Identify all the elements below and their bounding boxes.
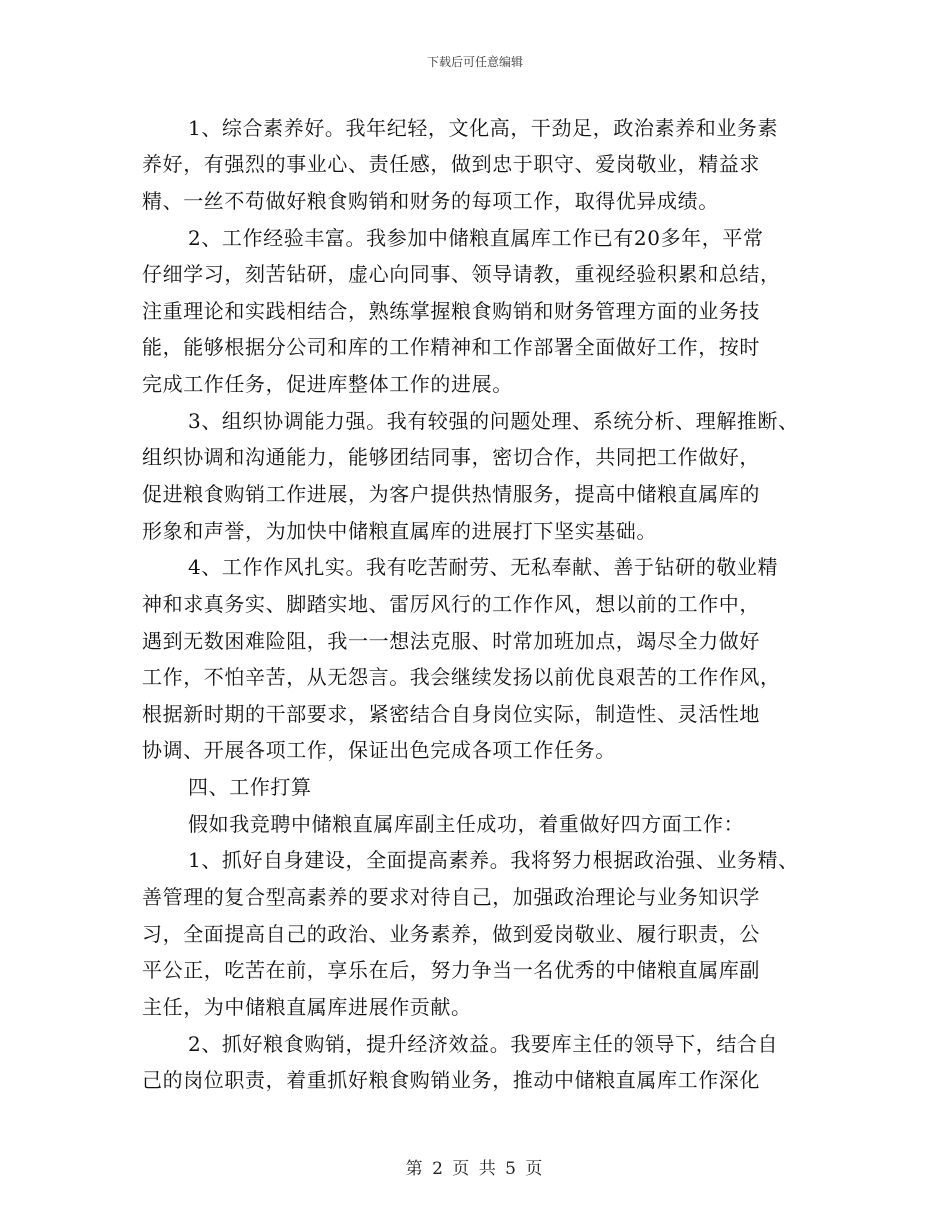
- text-line: 形象和声誉，为加快中储粮直属库的进展打下坚实基础。: [142, 519, 657, 543]
- text-line: 3、组织协调能力强。我有较强的问题处理、系统分析、理解推断、: [188, 409, 799, 433]
- text-line: 善管理的复合型高素养的要求对待自己，加强政治理论与业务知识学: [142, 885, 760, 909]
- text-line: 完成工作任务，促进库整体工作的进展。: [142, 372, 513, 396]
- text-line: 4、工作作风扎实。我有吃苦耐劳、无私奉献、善于钻研的敬业精: [188, 555, 779, 579]
- text-line: 1、综合素养好。我年纪轻，文化高，干劲足，政治素养和业务素: [188, 116, 779, 140]
- text-line: 主任，为中储粮直属库进展作贡献。: [142, 995, 472, 1019]
- text-line: 遇到无数困难险阻，我一一想法克服、时常加班加点，竭尽全力做好: [142, 629, 760, 653]
- section-heading: 四、工作打算: [188, 775, 312, 799]
- page-header: 下载后可任意编辑: [426, 55, 523, 69]
- text-line: 组织协调和沟通能力，能够团结同事，密切合作，共同把工作做好，: [142, 445, 760, 469]
- text-line: 平公正，吃苦在前，享乐在后，努力争当一名优秀的中储粮直属库副: [142, 958, 760, 982]
- text-line: 精、一丝不苟做好粮食购销和财务的每项工作，取得优异成绩。: [142, 189, 719, 213]
- text-line: 己的岗位职责，着重抓好粮食购销业务，推动中储粮直属库工作深化: [142, 1068, 760, 1092]
- text-line: 养好，有强烈的事业心、责任感，做到忠于职守、爱岗敬业，精益求: [142, 152, 760, 176]
- text-line: 协调、开展各项工作，保证出色完成各项工作任务。: [142, 738, 616, 762]
- text-line: 神和求真务实、脚踏实地、雷厉风行的工作作风，想以前的工作中，: [142, 592, 760, 616]
- text-line: 1、抓好自身建设，全面提高素养。我将努力根据政治强、业务精、: [188, 848, 799, 872]
- text-line: 假如我竞聘中储粮直属库副主任成功，着重做好四方面工作：: [188, 812, 745, 836]
- text-line: 2、工作经验丰富。我参加中储粮直属库工作已有20多年，平常: [188, 226, 764, 250]
- text-line: 注重理论和实践相结合，熟练掌握粮食购销和财务管理方面的业务技: [142, 299, 760, 323]
- page-footer: 第 2 页 共 5 页: [405, 1159, 545, 1179]
- text-line: 根据新时期的干部要求，紧密结合自身岗位实际，制造性、灵活性地: [142, 702, 760, 726]
- text-line: 能，能够根据分公司和库的工作精神和工作部署全面做好工作，按时: [142, 335, 760, 359]
- text-line: 习，全面提高自己的政治、业务素养，做到爱岗敬业、履行职责，公: [142, 922, 760, 946]
- text-line: 促进粮食购销工作进展，为客户提供热情服务，提高中储粮直属库的: [142, 482, 760, 506]
- text-line: 仔细学习，刻苦钻研，虚心向同事、领导请教，重视经验积累和总结，: [142, 262, 781, 286]
- text-line: 工作，不怕辛苦，从无怨言。我会继续发扬以前优良艰苦的工作作风，: [142, 665, 781, 689]
- text-line: 2、抓好粮食购销，提升经济效益。我要库主任的领导下，结合自: [188, 1032, 779, 1056]
